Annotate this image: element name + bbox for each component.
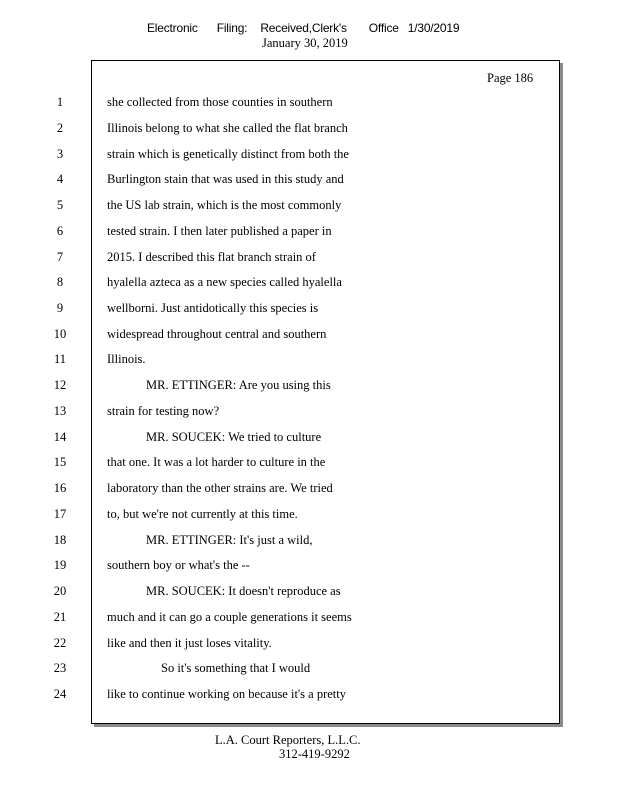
line-text: Illinois. (107, 352, 146, 366)
line-text: that one. It was a lot harder to culture in the (107, 455, 326, 469)
line-text: laboratory than the other strains are. We tried (107, 481, 333, 495)
stamp-word-received: Received,Clerk's (260, 21, 347, 35)
line-text: MR. ETTINGER: Are you using this (146, 378, 331, 392)
line-text: strain for testing now? (107, 404, 220, 418)
line-number: 9 (56, 301, 64, 315)
line-text: like to continue working on because it's a pretty (107, 687, 346, 701)
line-number: 4 (56, 172, 64, 186)
line-text: strain which is genetically distinct from both the (107, 147, 349, 161)
line-number: 16 (53, 481, 67, 495)
line-number: 12 (53, 378, 67, 392)
line-number: 6 (56, 224, 64, 238)
line-number: 21 (53, 610, 67, 624)
line-text: much and it can go a couple generations it seems (107, 610, 352, 624)
line-number: 23 (53, 661, 67, 675)
line-text: southern boy or what's the -- (107, 558, 250, 572)
line-text: like and then it just loses vitality. (107, 636, 272, 650)
reporter-phone: 312-419-9292 (279, 747, 350, 761)
stamp-word-office: Office (368, 21, 399, 35)
line-text: 2015. I described this flat branch strain of (107, 250, 316, 264)
line-text: hyalella azteca as a new species called hyalella (107, 275, 342, 289)
line-number: 15 (53, 455, 67, 469)
line-text: she collected from those counties in southern (107, 95, 333, 109)
line-text: the US lab strain, which is the most commonly (107, 198, 342, 212)
stamp-word-electronic: Electronic (147, 21, 198, 35)
line-number: 3 (56, 147, 64, 161)
line-text: wellborni. Just antidotically this species is (107, 301, 319, 315)
line-text: Burlington stain that was used in this study and (107, 172, 344, 186)
line-number: 8 (56, 275, 64, 289)
stamp-word-filing: Filing: (216, 21, 248, 35)
line-number: 14 (53, 430, 67, 444)
line-number: 22 (53, 636, 67, 650)
line-text: Illinois belong to what she called the flat branch (107, 121, 348, 135)
line-text: MR. SOUCEK: We tried to culture (146, 430, 322, 444)
line-text: to, but we're not currently at this time. (107, 507, 298, 521)
page-number: Page 186 (487, 71, 534, 85)
line-number: 10 (53, 327, 67, 341)
line-number: 13 (53, 404, 67, 418)
line-text: tested strain. I then later published a paper in (107, 224, 332, 238)
transcript-date: January 30, 2019 (262, 36, 348, 50)
line-number: 19 (53, 558, 67, 572)
reporter-company: L.A. Court Reporters, L.L.C. (215, 733, 361, 747)
line-number: 1 (56, 95, 64, 109)
line-text: So it's something that I would (161, 661, 311, 675)
line-number: 24 (53, 687, 67, 701)
line-number: 2 (56, 121, 64, 135)
line-text: widespread throughout central and southern (107, 327, 327, 341)
line-number: 20 (53, 584, 67, 598)
line-number: 7 (56, 250, 64, 264)
stamp-date: 1/30/2019 (407, 21, 460, 35)
line-text: MR. SOUCEK: It doesn't reproduce as (146, 584, 341, 598)
line-text: MR. ETTINGER: It's just a wild, (146, 533, 313, 547)
line-number: 18 (53, 533, 67, 547)
line-number: 11 (53, 352, 67, 366)
line-number: 5 (56, 198, 64, 212)
line-number: 17 (53, 507, 67, 521)
filing-stamp (147, 21, 459, 35)
